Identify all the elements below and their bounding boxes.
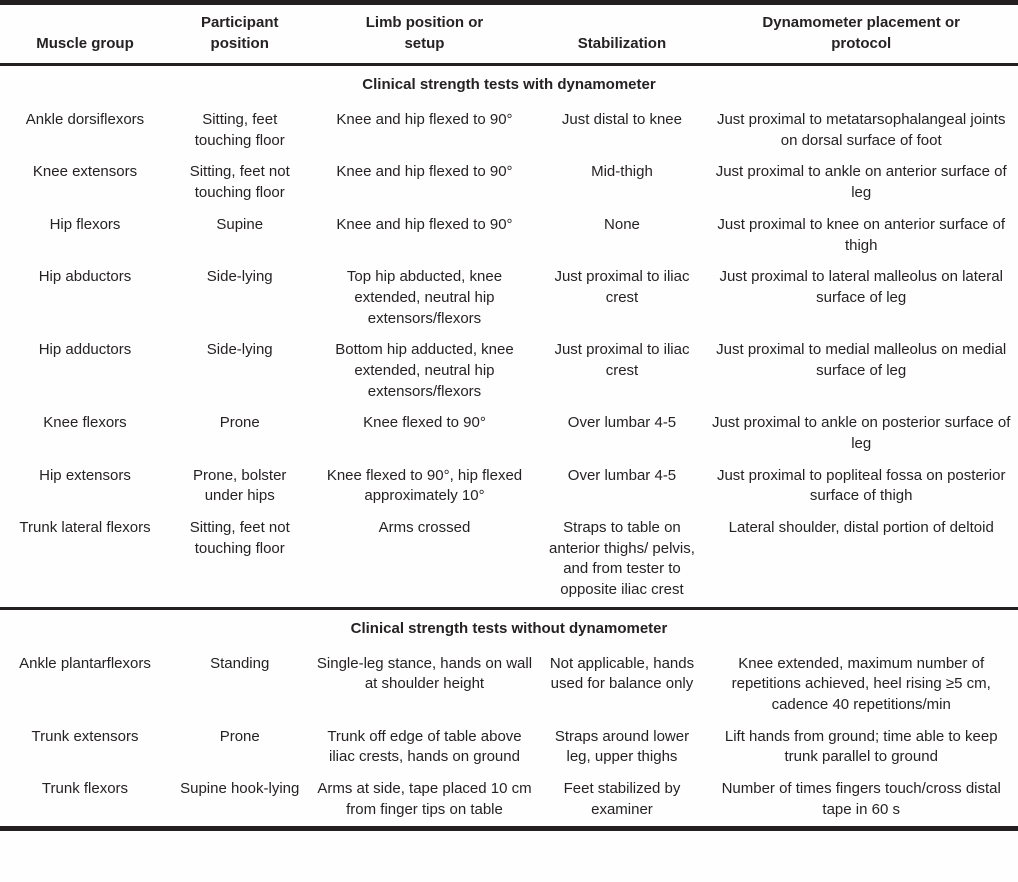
cell-participant-position: Side-lying xyxy=(206,341,273,359)
section-header-row-with-dynamometer xyxy=(0,65,1018,105)
cell-participant-position: Prone xyxy=(219,414,260,432)
column-header-label: Dynamometer placement or protocol xyxy=(762,14,960,52)
cell-participant-position: Sitting, feet not touching floor xyxy=(189,519,290,557)
cell-limb-position: Arms crossed xyxy=(378,519,471,537)
cell-limb-position: Knee and hip flexed to 90° xyxy=(336,215,513,233)
cell-dynamometer-placement: Knee extended, maximum number of repetitions achieved, heel rising ≥5 cm, cadence 40 repetitions/min xyxy=(731,654,991,713)
cell-limb-position: Knee flexed to 90° xyxy=(363,414,486,432)
table-row-hip-adductors xyxy=(0,335,1018,408)
cell-muscle-group: Hip abductors xyxy=(38,268,132,286)
cell-muscle-group: Knee flexors xyxy=(43,414,127,432)
cell-stabilization: None xyxy=(604,215,640,233)
cell-dynamometer-placement: Lateral shoulder, distal portion of deltoid xyxy=(728,519,994,537)
cell-dynamometer-placement: Just proximal to popliteal fossa on posterior surface of thigh xyxy=(716,466,1006,505)
table-row-trunk-lateral-flexors xyxy=(0,513,1018,608)
cell-limb-position: Trunk off edge of table above iliac crests, hands on ground xyxy=(327,727,522,766)
cell-stabilization: Just proximal to iliac crest xyxy=(554,341,690,379)
cell-limb-position: Arms at side, tape placed 10 cm from finger tips on table xyxy=(317,779,532,818)
column-header-muscle-group xyxy=(0,3,170,65)
cell-participant-position: Prone, bolster under hips xyxy=(193,466,287,505)
column-header-label: Muscle group xyxy=(36,34,134,52)
cell-limb-position: Single-leg stance, hands on wall at shoulder height xyxy=(316,654,533,693)
cell-dynamometer-placement: Just proximal to ankle on posterior surface of leg xyxy=(711,414,1011,452)
cell-dynamometer-placement: Just proximal to medial malleolus on medial surface of leg xyxy=(716,341,1007,379)
cell-stabilization: Straps around lower leg, upper thighs xyxy=(554,727,690,766)
section-title-without-dynamometer: Clinical strength tests without dynamometer xyxy=(0,608,1018,648)
column-header-stabilization xyxy=(540,3,705,65)
column-header-limb-position xyxy=(309,3,539,65)
cell-stabilization: Just distal to knee xyxy=(561,111,682,129)
cell-participant-position: Side-lying xyxy=(206,268,273,286)
column-header-participant-position xyxy=(170,3,309,65)
column-header-label: Stabilization xyxy=(577,34,667,52)
cell-muscle-group: Ankle plantarflexors xyxy=(19,654,151,672)
cell-dynamometer-placement: Just proximal to lateral malleolus on lateral surface of leg xyxy=(719,268,1003,306)
cell-participant-position: Supine xyxy=(216,215,264,233)
cell-limb-position: Knee and hip flexed to 90° xyxy=(336,163,513,181)
table-row-knee-flexors xyxy=(0,408,1018,460)
section-header-row-without-dynamometer xyxy=(0,608,1018,648)
cell-muscle-group: Knee extensors xyxy=(32,163,138,181)
cell-dynamometer-placement: Just proximal to knee on anterior surface of thigh xyxy=(717,215,1006,254)
cell-stabilization: Mid-thigh xyxy=(591,163,653,181)
cell-stabilization: Over lumbar 4-5 xyxy=(567,414,677,432)
cell-limb-position: Knee flexed to 90°, hip flexed approximately 10° xyxy=(326,466,523,505)
column-header-dynamometer-placement xyxy=(704,3,1018,65)
column-header-label: Limb position or setup xyxy=(365,14,484,52)
cell-limb-position: Bottom hip adducted, knee extended, neutral hip extensors/flexors xyxy=(335,341,514,400)
table-row-hip-flexors xyxy=(0,210,1018,262)
cell-participant-position: Sitting, feet not touching floor xyxy=(189,163,290,202)
cell-participant-position: Supine hook-lying xyxy=(180,779,300,797)
cell-stabilization: Just proximal to iliac crest xyxy=(554,268,690,306)
section-title-with-dynamometer: Clinical strength tests with dynamometer xyxy=(362,76,656,94)
cell-limb-position: Top hip abducted, knee extended, neutral hip extensors/flexors xyxy=(346,268,503,327)
cell-participant-position: Standing xyxy=(210,654,270,672)
cell-stabilization: Not applicable, hands used for balance only xyxy=(549,654,695,693)
cell-muscle-group: Ankle dorsiflexors xyxy=(25,111,145,129)
table-row-trunk-extensors xyxy=(0,722,1018,774)
cell-dynamometer-placement: Just proximal to metatarsophalangeal joints on dorsal surface of foot xyxy=(716,111,1006,149)
table-row-ankle-dorsiflexors xyxy=(0,105,1018,157)
cell-muscle-group: Hip flexors xyxy=(49,215,121,233)
cell-muscle-group: Hip adductors xyxy=(38,341,132,359)
cell-participant-position: Prone xyxy=(219,727,260,745)
table-row-knee-extensors xyxy=(0,157,1018,209)
table-row-trunk-flexors xyxy=(0,774,1018,829)
cell-muscle-group: Trunk extensors xyxy=(31,727,139,745)
cell-dynamometer-placement: Number of times fingers touch/cross distal tape in 60 s xyxy=(721,779,1001,818)
table-row-hip-extensors xyxy=(0,461,1018,513)
table-header-row xyxy=(0,3,1018,65)
table-row-hip-abductors xyxy=(0,262,1018,335)
cell-dynamometer-placement: Just proximal to ankle on anterior surface of leg xyxy=(715,163,1007,202)
column-header-label: Participant position xyxy=(200,14,279,52)
table-row-ankle-plantarflexors xyxy=(0,649,1018,722)
cell-stabilization: Over lumbar 4-5 xyxy=(567,466,677,484)
cell-muscle-group: Trunk flexors xyxy=(41,779,129,797)
cell-stabilization: Straps to table on anterior thighs/ pelvis, and from tester to opposite iliac crest xyxy=(549,519,695,599)
cell-muscle-group: Hip extensors xyxy=(39,466,131,484)
cell-muscle-group: Trunk lateral flexors xyxy=(19,519,151,537)
cell-dynamometer-placement: Lift hands from ground; time able to keep trunk parallel to ground xyxy=(724,727,998,766)
cell-limb-position: Knee and hip flexed to 90° xyxy=(336,111,513,129)
cell-stabilization: Feet stabilized by examiner xyxy=(563,779,681,818)
cell-participant-position: Sitting, feet touching floor xyxy=(194,111,285,149)
